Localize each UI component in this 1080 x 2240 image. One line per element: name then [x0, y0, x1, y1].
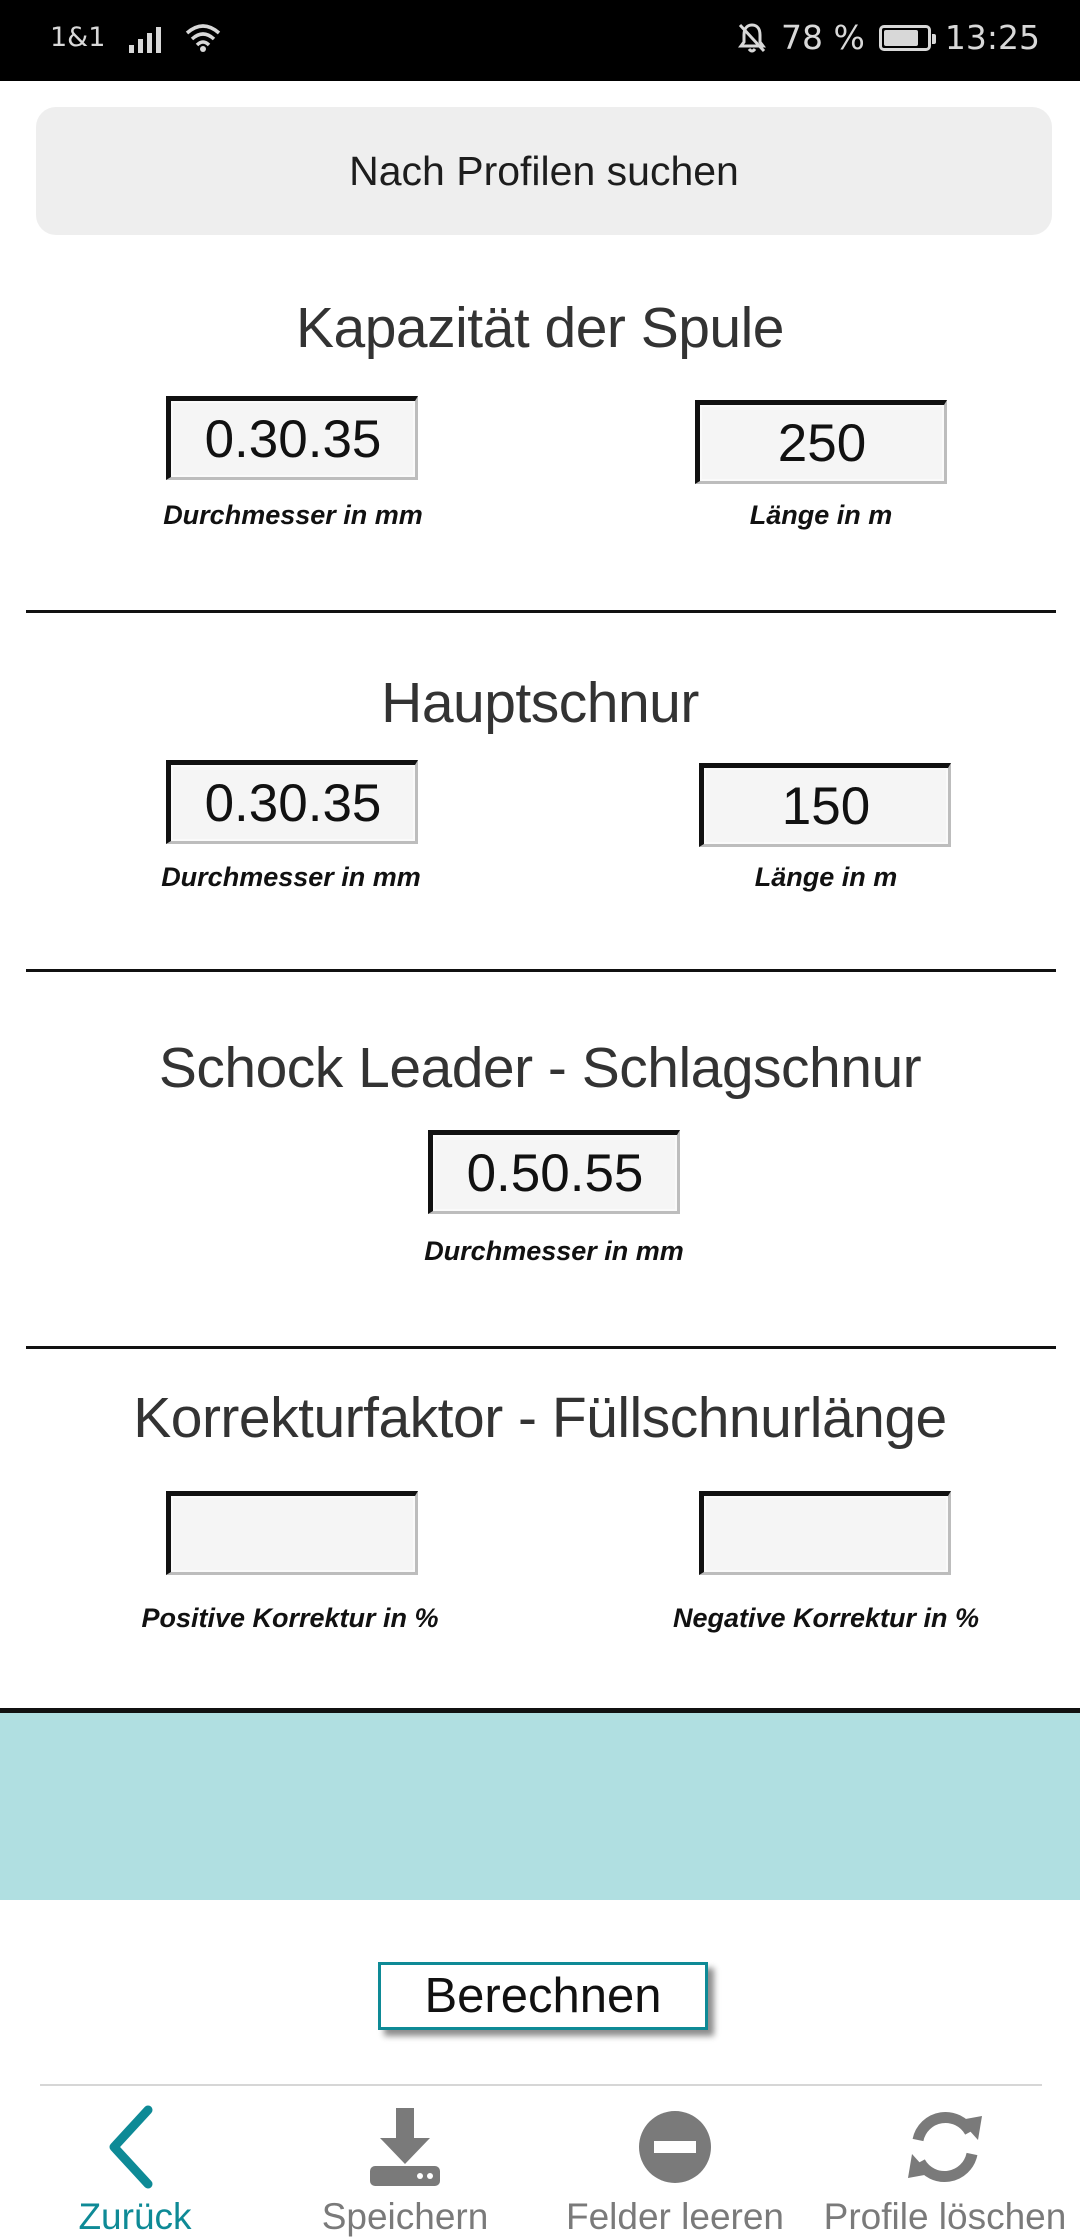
correction-title: Korrekturfaktor - Füllschnurlänge	[133, 1386, 947, 1450]
shock-leader-diameter-input[interactable]: 0.50.55	[428, 1130, 680, 1214]
status-bar	[0, 0, 1080, 81]
nav-back-label: Zurück	[78, 2196, 192, 2237]
main-line-length-input[interactable]: 150	[699, 763, 951, 847]
minus-circle-icon	[630, 2102, 720, 2192]
spool-length-input[interactable]: 250	[695, 400, 947, 484]
main-line-length-label: Länge in m	[754, 862, 898, 892]
calculate-button[interactable]: Berechnen	[378, 1962, 708, 2030]
section-divider	[26, 1346, 1056, 1349]
section-divider	[26, 610, 1056, 613]
nav-back-button[interactable]	[0, 2090, 270, 2240]
positive-correction-input[interactable]	[166, 1491, 418, 1575]
wifi-icon	[185, 23, 221, 53]
spool-capacity-title: Kapazität der Spule	[296, 296, 784, 360]
result-panel	[0, 1708, 1080, 1900]
download-icon	[360, 2102, 450, 2192]
search-profiles-button[interactable]: Nach Profilen suchen	[36, 107, 1052, 235]
positive-correction-label: Positive Korrektur in %	[141, 1603, 439, 1633]
battery-icon	[879, 25, 931, 51]
nav-delete-profiles-button[interactable]	[810, 2090, 1080, 2240]
section-divider	[26, 969, 1056, 972]
nav-delete-profiles-label: Profile löschen	[823, 2196, 1067, 2237]
spool-diameter-label: Durchmesser in mm	[163, 500, 423, 530]
negative-correction-label: Negative Korrektur in %	[672, 1603, 980, 1633]
refresh-icon	[900, 2102, 990, 2192]
nav-save-button[interactable]	[270, 2090, 540, 2240]
nav-clear-fields-label: Felder leeren	[565, 2196, 784, 2237]
main-line-diameter-input[interactable]: 0.30.35	[166, 760, 418, 844]
nav-divider	[40, 2084, 1042, 2086]
chevron-left-icon	[90, 2102, 180, 2192]
carrier-label: 1&1	[50, 22, 106, 53]
bottom-nav	[0, 2090, 1080, 2240]
main-line-diameter-label: Durchmesser in mm	[161, 862, 421, 892]
main-line-title: Hauptschnur	[381, 671, 699, 735]
bell-muted-icon	[737, 22, 767, 54]
nav-clear-fields-button[interactable]	[540, 2090, 810, 2240]
spool-length-label: Länge in m	[749, 500, 893, 530]
battery-percent: 78 %	[781, 18, 865, 57]
clock: 13:25	[944, 18, 1040, 57]
shock-leader-diameter-label: Durchmesser in mm	[424, 1236, 684, 1266]
negative-correction-input[interactable]	[699, 1491, 951, 1575]
signal-icon	[129, 23, 161, 53]
nav-save-label: Speichern	[321, 2196, 489, 2237]
shock-leader-title: Schock Leader - Schlagschnur	[158, 1036, 922, 1100]
spool-diameter-input[interactable]: 0.30.35	[166, 396, 418, 480]
